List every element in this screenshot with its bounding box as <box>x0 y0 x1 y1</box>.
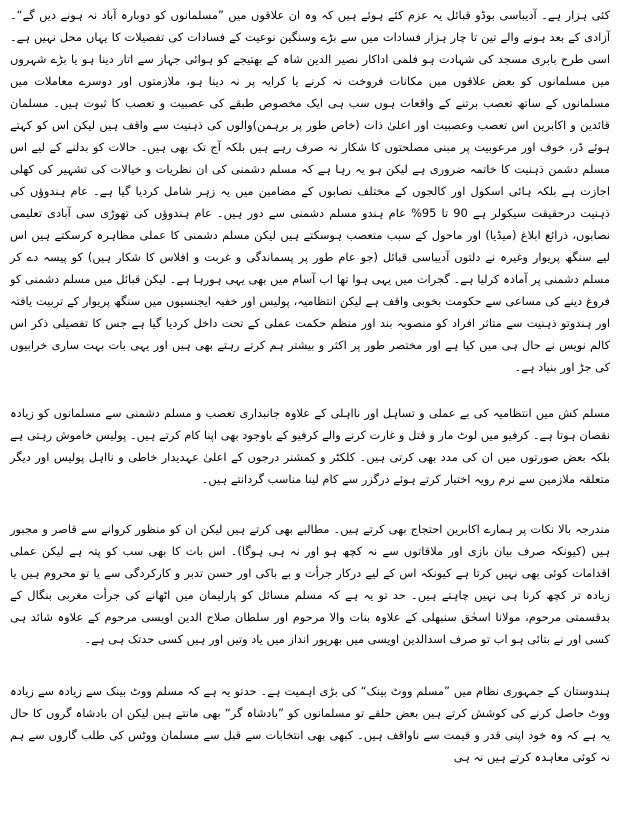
article-paragraph-1: کئی ہزار ہے۔ آدیباسی بوڈو قبائل یہ عزم کئے ہوئے ہیں کہ وہ ان علاقوں میں ”مسلمانوں کو دوبارہ آباد نہ ہونے دیں گے“۔ آزادی کے بعد ہونے والے تین تا چار ہزار فسادات میں سے بڑے وسنگین نوعیت کے فسادات کی تفصیلات کا یہاں محل نہیں ہے۔ اسی طرح بابری مسجد کی شہادت ہو فلمی اداکار نصیر الدین شاہ کے بھتیجے کو ہوائی جہاز سے اتار دینا ہو یا بڑے شہروں میں مسلمانوں کو بعض علاقوں میں مکانات فروخت نہ کرنے یا کرایہ پر نہ دینا ہو، ملازمتوں اور دوسرے معاملات میں مسلمانوں کے ساتھ تعصب برتنے کے واقعات ہوں سب ہی ایک مخصوص طبقے کی عصبیت و تعصب کا ثبوت ہیں۔ مسلمان قائدین و اکابرین اس تعصب وعصبیت اور اعلیٰ ذات (خاص طور پر برہمن)والوں کی ذہنیت سے واقف ہیں لیکن اس کو کہتے ہوئے ڈر، خوف اور مرعوبیت پر مبنی مصلحتوں کا شکار نہ صرف رہے ہیں بلکہ آج تک بھی ہیں۔ حالات کو بدلنے کے لیے اس مسلم دشمن ذہنیت کا خاتمہ ضروری ہے لیکن ہو یہ رہا ہے کہ مسلم دشمنی کی ان نظریات و خیالات کی تشہیر کی کھلی اجازت ہے بلکہ ہائی اسکول اور کالجوں کے مختلف نصابوں کے مضامین میں یہ زہر شامل کردیا گیا ہے۔ عام ہندوؤں کی ذہنیت درحقیقت سیکولر ہے 90 تا 95% عام ہندو مسلم دشمنی سے دور ہیں۔ عام ہندوؤں کی تھوڑی سی آبادی تعلیمی نصابوں، ذرائع ابلاغ (میڈیا) اور ماحول کے سبب متعصب ہوسکتے ہیں لیکن مسلم دشمنی کا عملی مظاہرہ کرسکتے ہیں اس لیے سنگھ پریوار وغیرہ نے دلتوں آدیباسی قبائل (جو عام طور پر پسماندگی و غربت و افلاس کا شکار ہیں) کو پیسہ دے کر مسلم دشمنی پر آمادہ کرلیا ہے۔ گجرات میں یہی ہوا تھا اب آسام میں بھی یہی ہورہا ہے۔ لیکن قبائل میں مسلم دشمنی کو فروغ دینے کی مساعی سے حکومت بخوبی واقف ہے لیکن انتظامیہ، پولیس اور خفیہ ایجنسیوں میں سنگھ پریوار کے تربیت یافتہ اور ہندوتو ذہنیت سے متاثر افراد کو منصوبہ بند اور منظم حکمت عملی کے تحت داخل کردیا گیا ہے جس کا تفصیلی ذکر اس کالم نویس نے حال ہی میں کیا ہے اور مختصر طور پر اکثر و بیشتر ہم کرتے رہتے بھی ہیں اور یہی بات بہت ساری خرابیوں کی جڑ اور بنیاد ہے۔ <box>10 8 610 374</box>
article-paragraph-3: مندرجہ بالا نکات پر ہمارے اکابرین احتجاج بھی کرتے ہیں۔ مطالبے بھی کرتے ہیں لیکن ان کو منظور کروانے سے قاصر و مجبور ہیں (کیونکہ صرف بیان بازی اور ملاقاتوں سے نہ کچھ ہو اور نہ ہی ہوگا)۔ اس بات کا بھی سب کو پتہ ہے لیکن عملی اقدامات کوئی بھی نہیں کرتا ہے کیونکہ اس کے لیے درکار جرأت و بے باکی اور حسن تدبر و کارکردگی سے یا تو محروم ہیں یا زیادہ تر کچھ کرنا ہی نہیں چاہتے ہیں۔ حد تو یہ ہے کہ مسلم مسائل کو پارلیمان میں اٹھانے کی جرأت مغربی بنگال کے بدقسمتی مرحوم، مولانا اسحٰق سنبھلی کے علاوہ بنات والا مرحوم اور سلطان صلاح الدین اویسی مرحوم کے علاوہ شائد ہی کسی اور نے بتائی ہو اب تو صرف اسدالدین اویسی میں بھرپور انداز میں یاد وتیں اور ہیں کسی حدتک ہی ہے۔ <box>10 522 610 646</box>
article-paragraph-4: ہندوستان کے جمہوری نظام میں ”مسلم ووٹ بینک“ کی بڑی اہمیت ہے۔ حدتو یہ ہے کہ مسلم ووٹ بینک سے زیادہ سے زیادہ ووٹ حاصل کرنے کی کوشش کرتے ہیں بعض حلقے تو مسلمانوں کو ”بادشاہ گر“ بھی مانتے ہیں لیکن ان بادشاہ گروں کا حال یہ ہے کہ وہ خود اپنی قدر و قیمت سے ناواقف ہیں۔ کبھی بھی انتخابات سے قبل سے مسلمان ووٹس کی طلب گاروں سے ہم نہ کوئی معاہدہ کرتے ہیں نہ ہی <box>10 684 610 764</box>
article-paragraph-2: مسلم کش میں انتظامیہ کی بے عملی و تساہل اور نااہلی کے علاوہ جانبداری تعصب و مسلم دشمنی سے مسلمانوں کو زیادہ نقصان ہوتا ہے۔ کرفیو میں لوٹ مار و قتل و غارت کرنے والے کرفیو کے باوجود بھی اپنا کام کرتے ہیں۔ پولیس خاموش رہتی ہے بلکہ بعض صورتوں میں ان کی مدد بھی کرتی ہیں۔ کلکٹر و کمشنر درجوں کے اعلیٰ عہدیدار خاطی و نااہل پولیس اور دیگر متعلقہ ملازمین سے نرم رویہ اختیار کرتے ہوئے درگزر سے کام لینا مناسب گردانتے ہیں۔ <box>10 406 610 486</box>
